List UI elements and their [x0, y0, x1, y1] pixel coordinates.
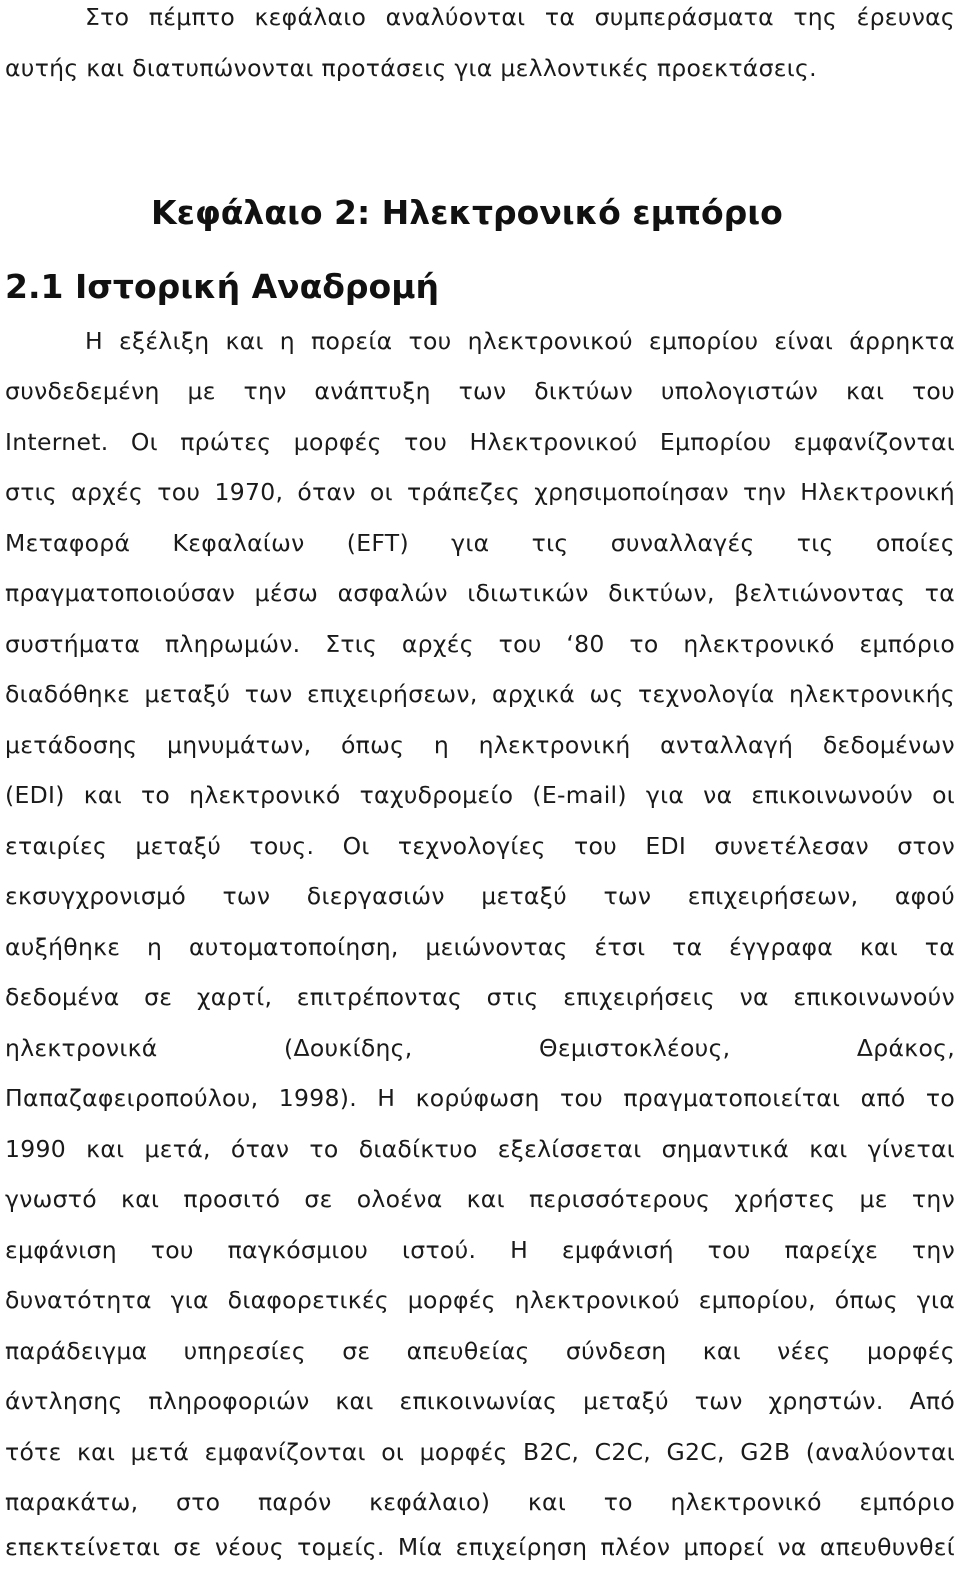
intro-line: αυτής και διατυπώνονται προτάσεις για μελλοντικές προεκτάσεις. [5, 54, 817, 82]
paragraph-line: γνωστό και προσιτό σε ολοένα και περισσότερους χρήστες με την [5, 1185, 955, 1213]
paragraph-line: άντλησης πληροφοριών και επικοινωνίας μεταξύ των χρηστών. Από [5, 1387, 955, 1415]
paragraph-line: Μεταφορά Κεφαλαίων (EFT) για τις συναλλαγές τις οποίες [5, 529, 955, 557]
paragraph-line: ηλεκτρονικά (Δουκίδης, Θεμιστοκλέους, Δράκος, [5, 1034, 955, 1062]
paragraph-line: πραγματοποιούσαν μέσω ασφαλών ιδιωτικών δικτύων, βελτιώνοντας τα [5, 579, 955, 607]
paragraph-line: τότε και μετά εμφανίζονται οι μορφές B2C, C2C, G2C, G2B (αναλύονται [5, 1438, 955, 1466]
paragraph-line: επεκτείνεται σε νέους τομείς. Μία επιχείρηση πλέον μπορεί να απευθυνθεί [5, 1533, 955, 1561]
chapter-title: Κεφάλαιο 2: Ηλεκτρονικό εμπόριο [151, 193, 783, 232]
paragraph-line: παράδειγμα υπηρεσίες σε απευθείας σύνδεση και νέες μορφές [5, 1337, 955, 1365]
paragraph-line: δεδομένα σε χαρτί, επιτρέποντας στις επιχειρήσεις να επικοινωνούν [5, 983, 955, 1011]
paragraph-line: συνδεδεμένη με την ανάπτυξη των δικτύων υπολογιστών και του [5, 377, 955, 405]
paragraph-line: Internet. Οι πρώτες μορφές του Ηλεκτρονικού Εμπορίου εμφανίζονται [5, 428, 955, 456]
paragraph-line: εκσυγχρονισμό των διεργασιών μεταξύ των επιχειρήσεων, αφού [5, 882, 955, 910]
paragraph-line: διαδόθηκε μεταξύ των επιχειρήσεων, αρχικά ως τεχνολογία ηλεκτρονικής [5, 680, 955, 708]
section-title: 2.1 Ιστορική Αναδρομή [5, 267, 439, 306]
paragraph-line: δυνατότητα για διαφορετικές μορφές ηλεκτρονικού εμπορίου, όπως για [5, 1286, 955, 1314]
intro-line: Στο πέμπτο κεφάλαιο αναλύονται τα συμπεράσματα της έρευνας [85, 3, 955, 31]
paragraph-line: Η εξέλιξη και η πορεία του ηλεκτρονικού εμπορίου είναι άρρηκτα [85, 327, 955, 355]
paragraph-line: μετάδοσης μηνυμάτων, όπως η ηλεκτρονική ανταλλαγή δεδομένων [5, 731, 955, 759]
paragraph-line: παρακάτω, στο παρόν κεφάλαιο) και το ηλεκτρονικό εμπόριο [5, 1488, 955, 1516]
paragraph-line: Παπαζαφειροπούλου, 1998). Η κορύφωση του πραγματοποιείται από το [5, 1084, 955, 1112]
paragraph-line: (EDI) και το ηλεκτρονικό ταχυδρομείο (E-mail) για να επικοινωνούν οι [5, 781, 955, 809]
paragraph-line: συστήματα πληρωμών. Στις αρχές του ‘80 το ηλεκτρονικό εμπόριο [5, 630, 955, 658]
paragraph-line: εμφάνιση του παγκόσμιου ιστού. Η εμφάνισή του παρείχε την [5, 1236, 955, 1264]
paragraph-line: στις αρχές του 1970, όταν οι τράπεζες χρησιμοποίησαν την Ηλεκτρονική [5, 478, 955, 506]
paragraph-line: αυξήθηκε η αυτοματοποίηση, μειώνοντας έτσι τα έγγραφα και τα [5, 933, 955, 961]
paragraph-line: εταιρίες μεταξύ τους. Οι τεχνολογίες του EDI συνετέλεσαν στον [5, 832, 955, 860]
paragraph-line: 1990 και μετά, όταν το διαδίκτυο εξελίσσεται σημαντικά και γίνεται [5, 1135, 955, 1163]
